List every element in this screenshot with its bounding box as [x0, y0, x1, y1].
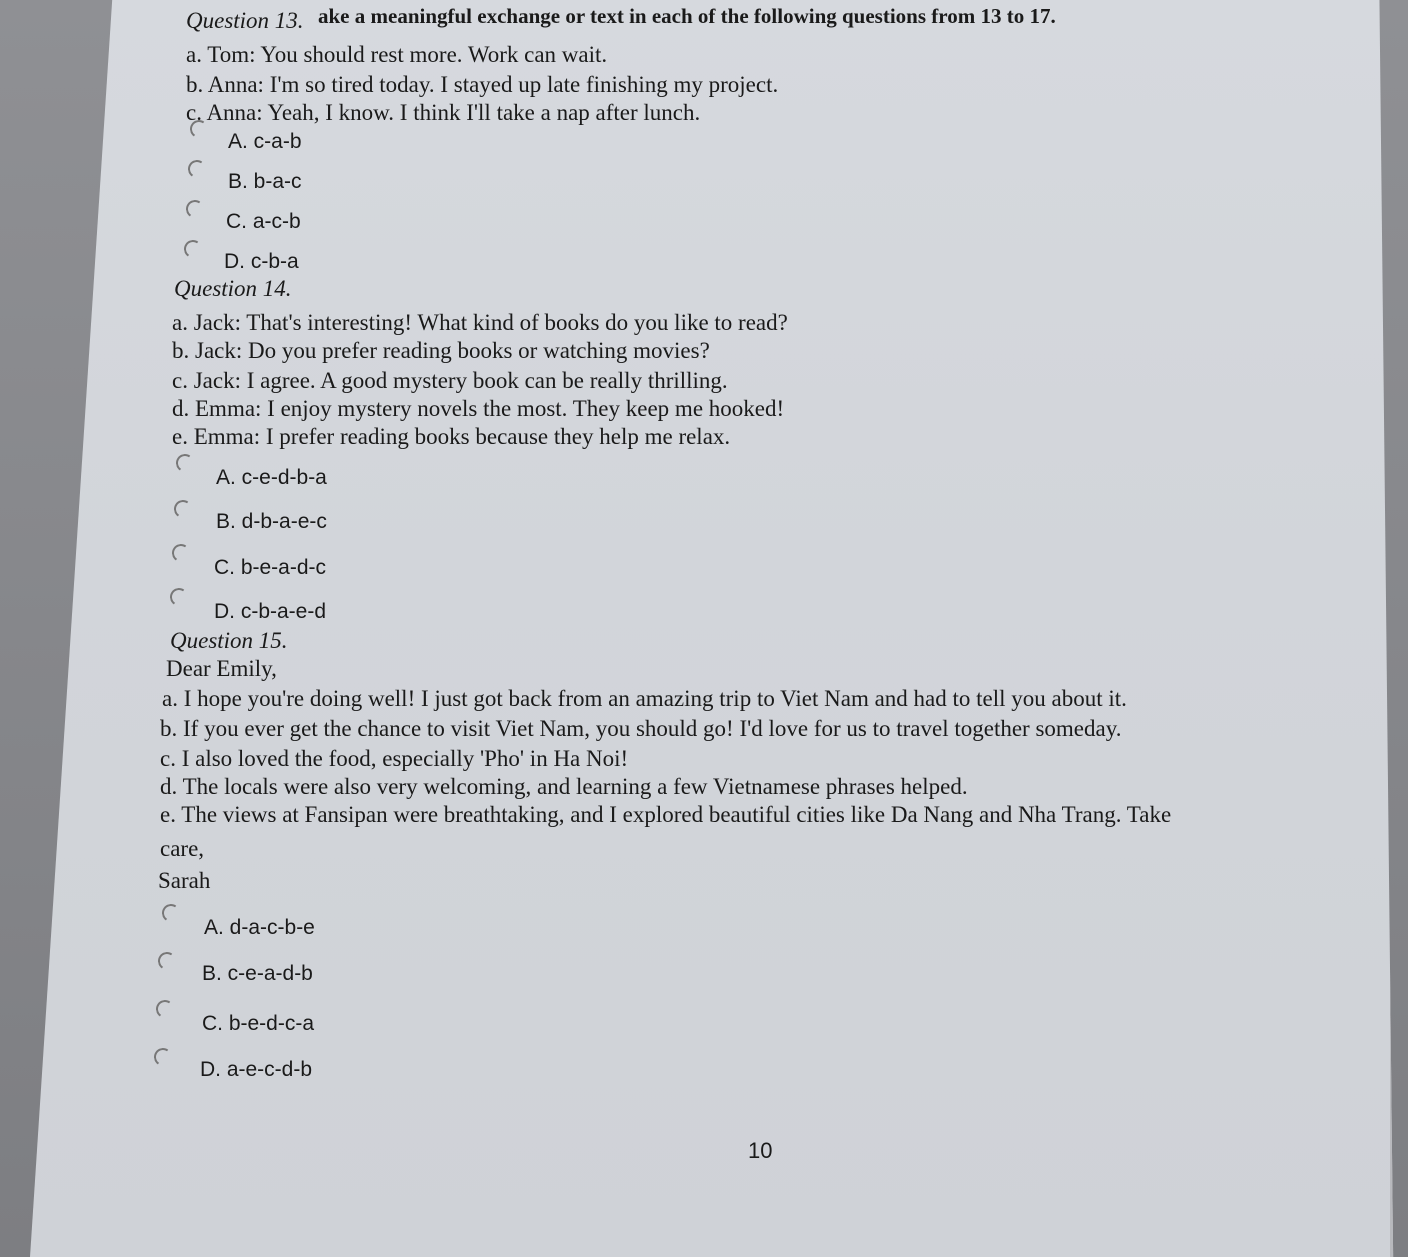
- instruction-header: ake a meaningful exchange or text in each of the following questions from 13 to 17.: [318, 4, 1056, 28]
- q13-statement-b: b. Anna: I'm so tired today. I stayed up late finishing my project.: [186, 72, 779, 97]
- q13-option-d[interactable]: D. c-b-a: [224, 250, 299, 273]
- q13-option-b[interactable]: B. b-a-c: [228, 170, 302, 193]
- q15-option-d[interactable]: D. a-e-c-d-b: [200, 1058, 313, 1081]
- q15-statement-b: b. If you ever get the chance to visit Viet Nam, you should go! I'd love for us to travel together someday.: [160, 716, 1122, 741]
- q14-statement-e: e. Emma: I prefer reading books because they help me relax.: [172, 424, 731, 449]
- q15-signature: Sarah: [158, 868, 211, 893]
- question-15-title: Question 15.: [170, 628, 288, 653]
- page-number: 10: [748, 1138, 773, 1163]
- q15-option-c[interactable]: C. b-e-d-c-a: [202, 1012, 315, 1035]
- q15-option-b[interactable]: B. c-e-a-d-b: [202, 962, 313, 985]
- q14-statement-d: d. Emma: I enjoy mystery novels the most. They keep me hooked!: [172, 396, 785, 421]
- q13-statement-a: a. Tom: You should rest more. Work can wait.: [186, 42, 608, 67]
- q15-option-a[interactable]: A. d-a-c-b-e: [204, 916, 315, 939]
- q14-option-d[interactable]: D. c-b-a-e-d: [214, 600, 327, 623]
- q14-statement-b: b. Jack: Do you prefer reading books or watching movies?: [172, 338, 710, 363]
- q14-statement-c: c. Jack: I agree. A good mystery book can be really thrilling.: [172, 368, 728, 393]
- q14-option-c[interactable]: C. b-e-a-d-c: [214, 556, 327, 579]
- q15-greeting: Dear Emily,: [166, 656, 277, 681]
- q14-option-a[interactable]: A. c-e-d-b-a: [216, 466, 327, 489]
- question-13-title: Question 13.: [186, 8, 304, 33]
- q13-statement-c: c. Anna: Yeah, I know. I think I'll take a nap after lunch.: [186, 100, 701, 125]
- q15-closing: care,: [160, 836, 205, 861]
- q13-option-a[interactable]: A. c-a-b: [228, 130, 302, 153]
- q14-option-b[interactable]: B. d-b-a-e-c: [216, 510, 327, 533]
- q15-statement-d: d. The locals were also very welcoming, and learning a few Vietnamese phrases helped.: [160, 774, 968, 799]
- page-edge: [1390, 0, 1400, 1257]
- q13-option-c[interactable]: C. a-c-b: [226, 210, 301, 233]
- q14-statement-a: a. Jack: That's interesting! What kind of books do you like to read?: [172, 310, 788, 335]
- question-14-title: Question 14.: [174, 276, 292, 301]
- q15-statement-a: a. I hope you're doing well! I just got back from an amazing trip to Viet Nam and had to tell you about it.: [162, 686, 1127, 711]
- q15-statement-c: c. I also loved the food, especially 'Pho' in Ha Noi!: [160, 746, 629, 771]
- q15-statement-e: e. The views at Fansipan were breathtaking, and I explored beautiful cities like Da Nang and Nha Trang. Take: [160, 802, 1172, 827]
